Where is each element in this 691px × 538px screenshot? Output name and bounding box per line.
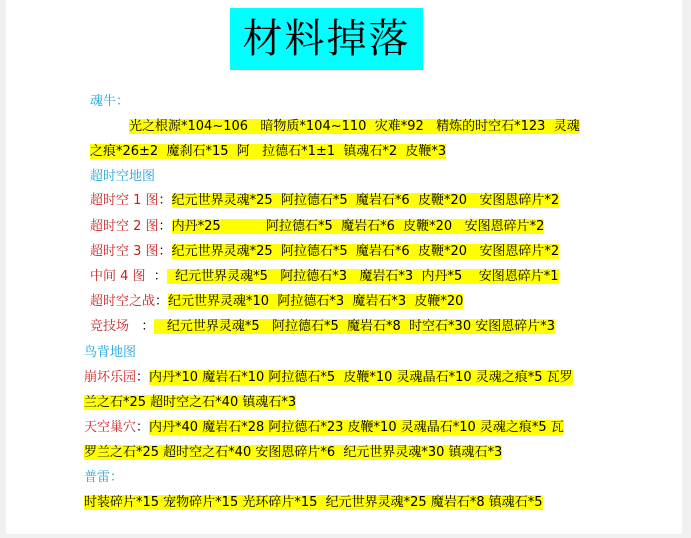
bird-entry-drops: 内丹*40 魔岩石*28 阿拉德石*23 皮鞭*10 灵魂晶石*10 灵魂之痕*5 瓦 [149,420,564,435]
hyper-row-separator: ： [158,193,172,208]
hyper-row-3 [90,241,559,263]
hyper-row-1 [90,190,559,212]
soul-bull-drops-1: 光之根源*104~106 暗物质*104~110 灾难*92 精炼的时空石*123 灵魂 [129,119,580,134]
hyper-row-label: 超时空之战 [90,294,156,309]
hyper-row-drops: 纪元世界灵魂*25 阿拉德石*5 魔岩石*6 皮鞭*20 安图恩碎片*2 [171,193,560,208]
soul-bull-drops-2: 之痕*26±2 魔刹石*15 阿 拉德石*1±1 镇魂石*2 皮鞭*3 [90,144,447,159]
hyper-row-separator: ： [158,219,172,234]
bird-entry-label: 崩坏乐园 [84,370,137,385]
document-page [6,0,682,534]
bird-entry-separator: ： [136,420,150,435]
hyper-row-drops: 纪元世界灵魂*25 阿拉德石*5 魔岩石*6 皮鞭*20 安图恩碎片*2 [171,244,560,259]
hyper-row-separator: ： [145,269,167,284]
section-heading-soul-bull: 魂牛： [90,94,130,109]
section-heading-hyper-space: 超时空地图 [90,169,156,184]
page-title: 材料掉落 [230,8,423,70]
hyper-row-5 [90,291,463,313]
pulei-line [84,492,543,514]
hyper-row-label: 超时空 1 图 [90,193,159,208]
hyper-row-label: 竞技场 [90,319,130,334]
hyper-row-6 [90,316,555,338]
bird-entry-drops-cont: 兰之石*25 超时空之石*40 镇魂石*3 [84,395,297,410]
hyper-row-separator: ： [158,244,172,259]
hyper-row-4 [90,266,559,288]
section-heading-bird-back: 鸟背地图 [84,345,137,360]
hyper-row-separator: ： [129,319,155,334]
soul-bull-line-1 [90,116,580,138]
bird-entry-separator: ： [136,370,150,385]
bird-entry-1-line-1 [84,367,573,389]
hyper-row-separator: ： [155,294,169,309]
hyper-row-drops: 纪元世界灵魂*5 阿拉德石*5 魔岩石*8 时空石*30 安图恩碎片*3 [154,319,556,334]
hyper-row-drops: 纪元世界灵魂*5 阿拉德石*3 魔岩石*3 内丹*5 安图恩碎片*1 [166,269,559,284]
bird-entry-1-line-2 [84,392,296,414]
bird-entry-drops-cont: 罗兰之石*25 超时空之石*40 安图恩碎片*6 纪元世界灵魂*30 镇魂石*3 [84,445,503,460]
hyper-row-drops: 纪元世界灵魂*10 阿拉德石*3 魔岩石*3 皮鞭*20 [168,294,464,309]
hyper-row-label: 中间 4 图 [90,269,146,284]
bird-entry-2-line-1 [84,417,564,439]
bird-entry-2-line-2 [84,442,502,464]
hyper-row-2 [90,216,544,238]
hyper-row-label: 超时空 2 图 [90,219,159,234]
bird-entry-label: 天空巢穴 [84,420,137,435]
pulei-drops: 时装碎片*15 宠物碎片*15 光环碎片*15 纪元世界灵魂*25 魔岩石*8 镇魂石*5 [84,495,543,510]
section-heading-pulei: 普雷： [84,470,124,485]
hyper-row-drops: 内丹*25 阿拉德石*5 魔岩石*6 皮鞭*20 安图恩碎片*2 [171,219,545,234]
bird-entry-drops: 内丹*10 魔岩石*10 阿拉德石*5 皮鞭*10 灵魂晶石*10 灵魂之痕*5 瓦罗 [149,370,573,385]
soul-bull-line-2 [90,141,446,163]
hyper-row-label: 超时空 3 图 [90,244,159,259]
